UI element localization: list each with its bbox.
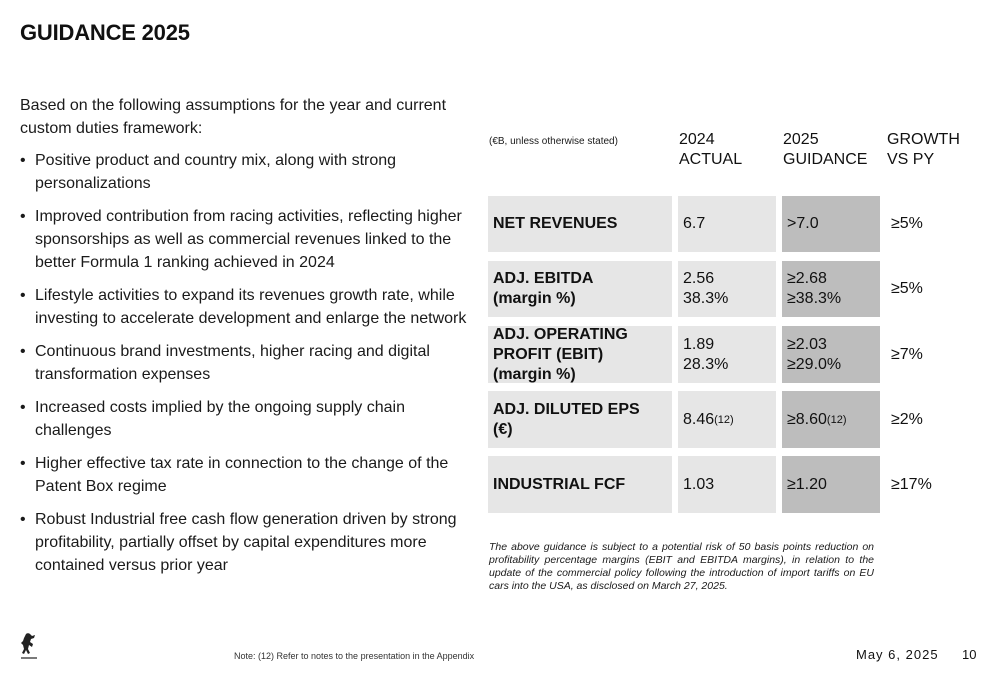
cell-guidance-adj-ebit: ≥2.03 ≥29.0%: [782, 326, 880, 383]
value: 8.46: [683, 410, 715, 428]
value: >7.0: [787, 215, 819, 232]
cell-growth-net-revenues: ≥5%: [891, 215, 923, 232]
cell-growth-adj-diluted-eps: ≥2%: [891, 410, 923, 428]
assumption-item: • Lifestyle activities to expand its revenues growth rate, while investing to accelerate development and enlarge the network: [20, 284, 468, 330]
prancing-horse-logo-icon: [18, 632, 40, 662]
column-header-actual: 2024 ACTUAL: [679, 131, 743, 168]
cell-guidance-adj-diluted-eps: ≥8.60 (12): [782, 391, 880, 448]
row-label-adj-diluted-eps: ADJ. DILUTED EPS (€): [488, 391, 672, 448]
cell-guidance-industrial-fcf: ≥1.20: [782, 456, 880, 513]
cell-actual-adj-diluted-eps: 8.46 (12): [678, 391, 776, 448]
assumption-item: • Increased costs implied by the ongoing supply chain challenges: [20, 396, 468, 442]
assumption-item: • Robust Industrial free cash flow generation driven by strong profitability, partially offset by capital expenditures more contained versus prior year: [20, 508, 468, 577]
cell-growth-adj-ebitda: ≥5%: [891, 280, 923, 297]
row-label-net-revenues: NET REVENUES: [488, 196, 672, 252]
cell-guidance-net-revenues: [782, 196, 880, 252]
value: ≥8.60: [787, 410, 827, 428]
guidance-disclaimer: The above guidance is subject to a potential risk of 50 basis points reduction on profitability percentage margins (EBIT and EBITDA margins), in relation to the update of the commercial policy following the introduction of import tariffs on EU cars into the USA, as disclosed on March 27, 2025.: [489, 541, 874, 592]
assumptions-intro: Based on the following assumptions for the year and current custom duties framework:: [20, 97, 447, 137]
page-number: 10: [962, 647, 977, 662]
value: 6.7: [683, 215, 706, 232]
cell-actual-adj-ebit: 1.89 28.3%: [678, 326, 776, 383]
cell-actual-industrial-fcf: 1.03: [678, 456, 776, 513]
assumptions-panel: [20, 94, 468, 587]
unit-note: (€B, unless otherwise stated): [489, 136, 618, 147]
column-header-growth: GROWTH VS PY: [887, 131, 960, 168]
row-label-adj-ebit: ADJ. OPERATING PROFIT (EBIT) (margin %): [488, 326, 672, 383]
cell-growth-industrial-fcf: ≥17%: [891, 475, 932, 493]
cell-guidance-adj-ebitda: ≥2.68 ≥38.3%: [782, 261, 880, 317]
row-label-adj-ebitda: ADJ. EBITDA (margin %): [488, 261, 672, 317]
assumption-item: • Improved contribution from racing activities, reflecting higher sponsorships as well as commercial revenues linked to the better Formula 1 ranking achieved in 2024: [20, 205, 468, 274]
presentation-date: May 6, 2025: [856, 647, 939, 662]
assumption-item: • Positive product and country mix, along with strong personalizations: [20, 149, 468, 195]
cell-actual-adj-ebitda: 2.56 38.3%: [678, 261, 776, 317]
assumption-item: • Higher effective tax rate in connection to the change of the Patent Box regime: [20, 452, 468, 498]
row-label-industrial-fcf: INDUSTRIAL FCF: [488, 456, 672, 513]
column-header-guidance: 2025 GUIDANCE: [783, 131, 868, 168]
footnote: Note: (12) Refer to notes to the presentation in the Appendix: [234, 651, 475, 661]
assumptions-list: [20, 149, 468, 577]
cell-actual-net-revenues: [678, 196, 776, 252]
assumption-item: • Continuous brand investments, higher racing and digital transformation expenses: [20, 340, 468, 386]
cell-growth-adj-ebit: ≥7%: [891, 345, 923, 363]
page-title: GUIDANCE 2025: [20, 20, 190, 45]
